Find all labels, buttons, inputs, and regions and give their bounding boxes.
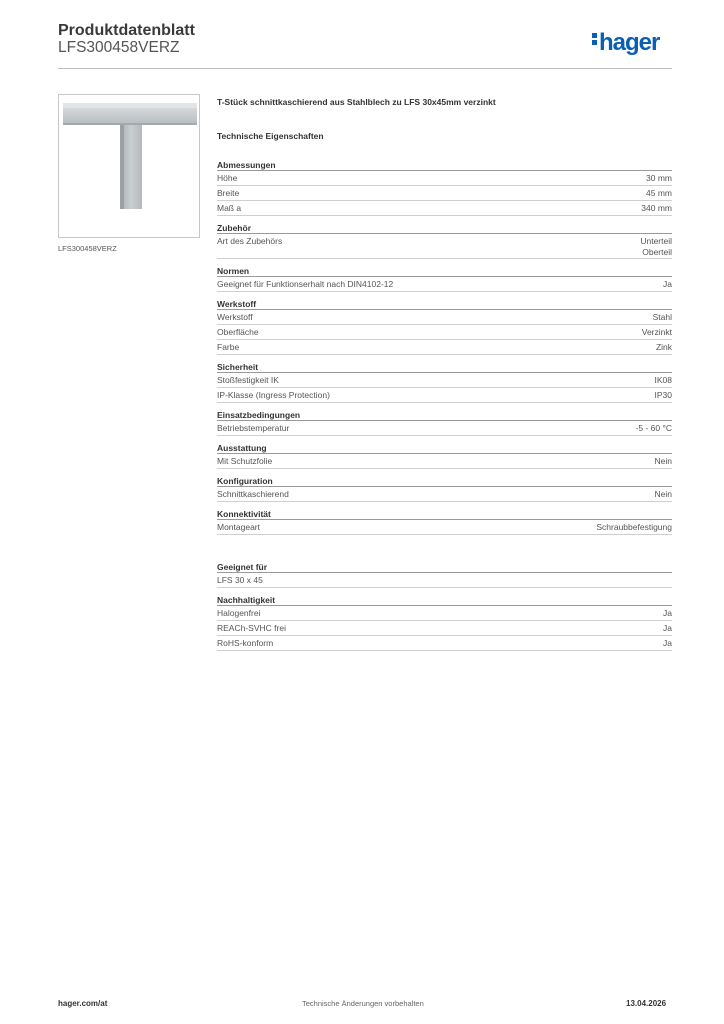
product-content <box>217 97 672 651</box>
property-label: IP-Klasse (Ingress Protection) <box>217 390 330 400</box>
property-label: Halogenfrei <box>217 608 261 618</box>
property-row <box>217 171 672 186</box>
section-spacer <box>217 535 672 555</box>
product-description: T-Stück schnittkaschierend aus Stahlblech zu LFS 30x45mm verzinkt <box>217 97 496 107</box>
logo-dots-icon <box>592 33 597 47</box>
property-sections <box>217 159 672 651</box>
product-image <box>58 94 200 238</box>
logo-text: hager <box>599 29 660 56</box>
property-section <box>217 159 672 216</box>
property-row <box>217 310 672 325</box>
property-row <box>217 636 672 651</box>
property-section <box>217 265 672 292</box>
section-title: Einsatzbedingungen <box>217 409 672 421</box>
property-label: Mit Schutzfolie <box>217 456 273 466</box>
property-section <box>217 475 672 502</box>
section-title: Werkstoff <box>217 298 672 310</box>
section-title: Geeignet für <box>217 561 672 573</box>
property-section <box>217 361 672 403</box>
property-label: REACh-SVHC frei <box>217 623 286 633</box>
property-label: Montageart <box>217 522 260 532</box>
property-section <box>217 508 672 535</box>
property-row <box>217 325 672 340</box>
page-title: Produktdatenblatt <box>58 22 195 39</box>
article-number: LFS300458VERZ <box>58 39 180 56</box>
property-row <box>217 277 672 292</box>
property-row <box>217 454 672 469</box>
property-row <box>217 201 672 216</box>
image-caption: LFS300458VERZ <box>58 244 117 253</box>
property-value: Zink <box>655 342 672 352</box>
property-row <box>217 573 672 588</box>
property-row <box>217 421 672 436</box>
property-label: Betriebstemperatur <box>217 423 290 433</box>
property-section <box>217 298 672 355</box>
property-value: Schraubbefestigung <box>596 522 672 532</box>
property-row <box>217 234 672 259</box>
property-value: Verzinkt <box>641 327 672 337</box>
section-title: Nachhaltigkeit <box>217 594 672 606</box>
property-value: Nein <box>654 489 672 499</box>
property-section <box>217 594 672 651</box>
property-row <box>217 373 672 388</box>
property-row <box>217 621 672 636</box>
t-piece-illustration <box>59 95 201 239</box>
property-value: Nein <box>654 456 672 466</box>
property-value: IP30 <box>654 390 672 400</box>
section-title: Konfiguration <box>217 475 672 487</box>
property-label: Werkstoff <box>217 312 253 322</box>
tech-properties-heading: Technische Eigenschaften <box>217 131 324 141</box>
property-value: IK08 <box>654 375 672 385</box>
property-value: Stahl <box>652 312 672 322</box>
property-label: LFS 30 x 45 <box>217 575 263 585</box>
property-section <box>217 222 672 259</box>
property-label: Höhe <box>217 173 238 183</box>
property-value: Ja <box>663 623 672 633</box>
property-row <box>217 340 672 355</box>
property-label: Schnittkaschierend <box>217 489 289 499</box>
property-value: Ja <box>663 608 672 618</box>
property-label: RoHS-konform <box>217 638 274 648</box>
property-value: 45 mm <box>646 188 672 198</box>
property-label: Stoßfestigkeit IK <box>217 375 279 385</box>
property-label: Farbe <box>217 342 240 352</box>
property-value: Unterteil Oberteil <box>640 236 672 257</box>
section-title: Ausstattung <box>217 442 672 454</box>
footer-website: hager.com/at <box>58 999 108 1008</box>
property-section <box>217 442 672 469</box>
property-label: Oberfläche <box>217 327 259 337</box>
section-title: Konnektivität <box>217 508 672 520</box>
section-title: Abmessungen <box>217 159 672 171</box>
section-title: Normen <box>217 265 672 277</box>
hager-logo <box>592 29 659 57</box>
property-row <box>217 487 672 502</box>
property-section <box>217 561 672 588</box>
property-row <box>217 520 672 535</box>
property-row <box>217 606 672 621</box>
header-divider <box>58 68 672 69</box>
property-section <box>217 409 672 436</box>
section-title: Zubehör <box>217 222 672 234</box>
property-row <box>217 186 672 201</box>
property-label: Geeignet für Funktionserhalt nach DIN4102-12 <box>217 279 394 289</box>
property-label: Breite <box>217 188 240 198</box>
section-title: Sicherheit <box>217 361 672 373</box>
property-row <box>217 388 672 403</box>
property-value: 340 mm <box>641 203 672 213</box>
property-value: 30 mm <box>646 173 672 183</box>
property-value: Ja <box>663 279 672 289</box>
footer-notice: Technische Änderungen vorbehalten <box>302 999 424 1008</box>
property-label: Maß a <box>217 203 242 213</box>
property-value: Ja <box>663 638 672 648</box>
property-label: Art des Zubehörs <box>217 236 283 246</box>
footer-date: 13.04.2026 <box>626 999 667 1008</box>
property-value: -5 - 60 °C <box>635 423 672 433</box>
